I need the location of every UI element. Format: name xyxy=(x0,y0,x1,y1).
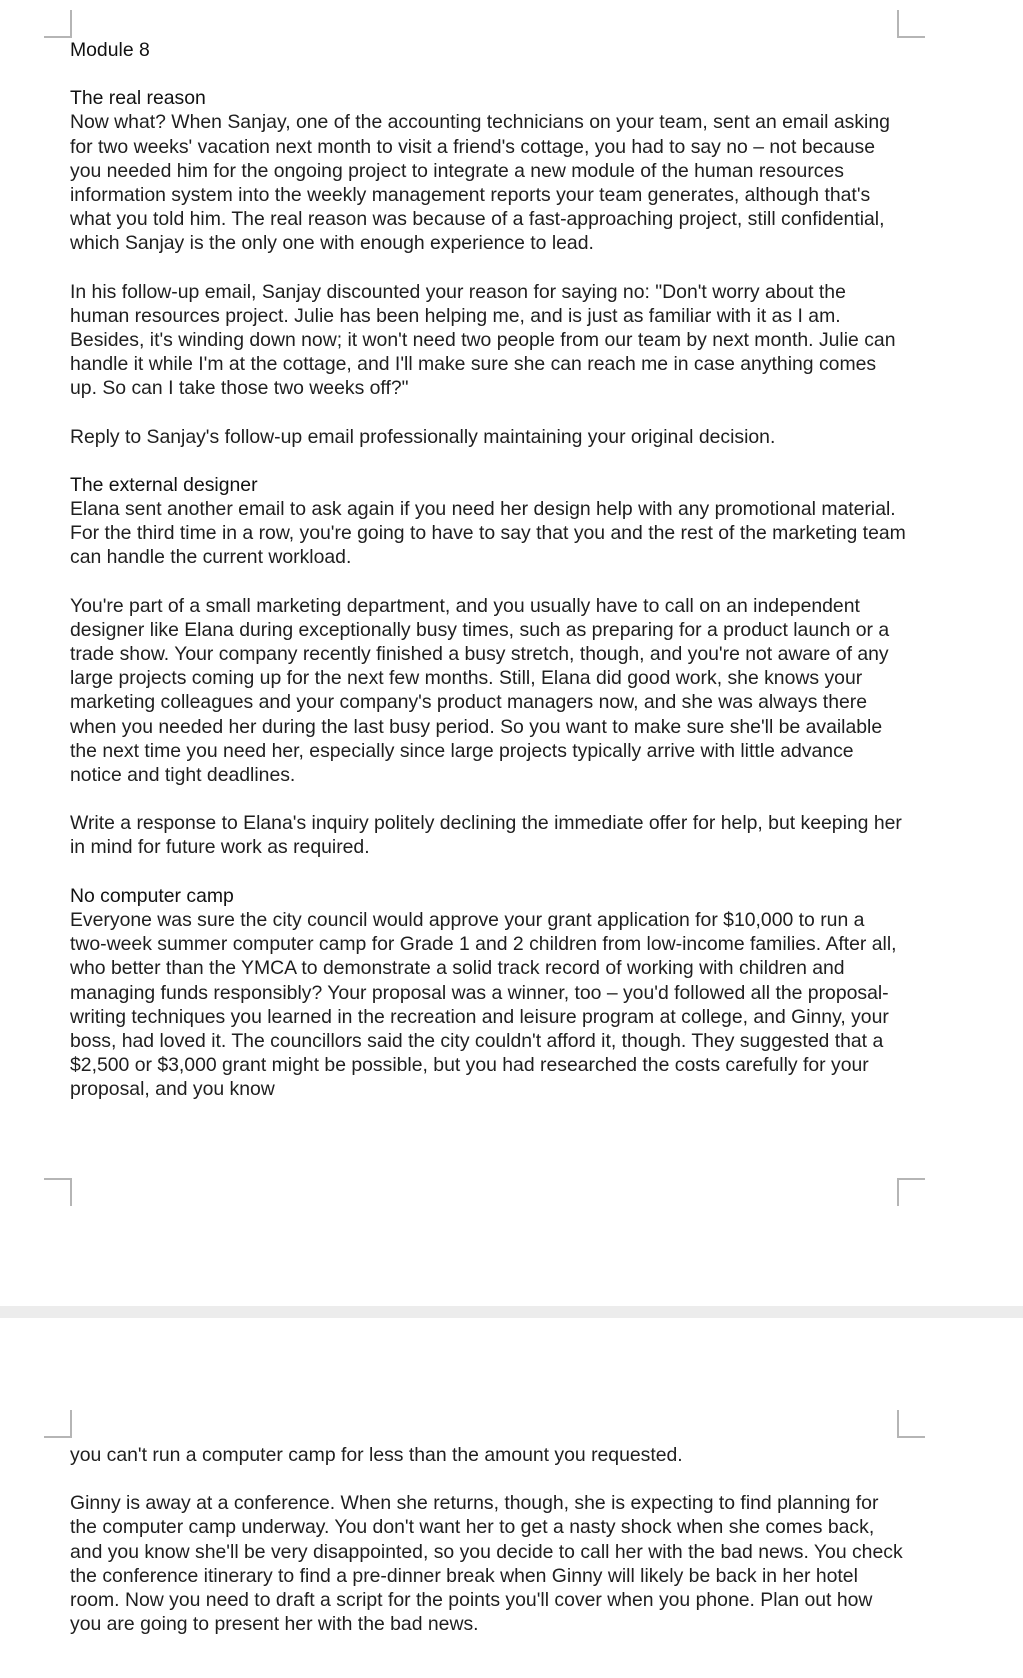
paragraph: Now what? When Sanjay, one of the accounting technicians on your team, sent an email asking for two weeks' vacation next month to visit a friend's cottage, you had to say no – not because you needed him for the ongoing project to integrate a new module of the human resources information system into the weekly management reports your team generates, although that's what you told him. The real reason was because of a fast-approaching project, still confidential, which Sanjay is the only one with enough experience to lead. xyxy=(70,111,890,255)
page-margin-corner-top-right xyxy=(897,1410,925,1438)
page-margin-corner-top-left xyxy=(44,1410,72,1438)
paragraph: You're part of a small marketing department, and you usually have to call on an independent designer like Elana during exceptionally busy times, such as preparing for a product launch or a trade show. Your company recently finished a busy stretch, though, and you're not aware of any large projects coming up for the next few months. Still, Elana did good work, she knows your marketing colleagues and your company's product managers now, and she was always there when you needed her during the last busy period. So you want to make sure she'll be available the next time you need her, especially since large projects typically arrive with little advance notice and tight deadlines. xyxy=(70,594,890,787)
module-title: Module 8 xyxy=(70,39,150,61)
page-1-body xyxy=(70,38,906,1102)
page-margin-corner-bottom-right xyxy=(897,1178,925,1206)
section-heading-no-computer-camp: No computer camp xyxy=(70,884,234,907)
document-page-2 xyxy=(0,1318,1023,1678)
paragraph: Write a response to Elana's inquiry politely declining the immediate offer for help, but keeping her in mind for future work as required. xyxy=(70,812,902,859)
paragraph: In his follow-up email, Sanjay discounted your reason for saying no: "Don't worry about the human resources project. Julie has been helping me, and is just as familiar with it as I am. Besides, it's winding down now; it won't need two people from our team by next month. Julie can handle it while I'm at the cottage, and I'll make sure she can reach me in case anything comes up. So can I take those two weeks off?" xyxy=(70,280,896,400)
section-heading-external-designer: The external designer xyxy=(70,473,258,496)
paragraph: you can't run a computer camp for less than the amount you requested. xyxy=(70,1444,683,1466)
paragraph: Elana sent another email to ask again if you need her design help with any promotional material. For the third time in a row, you're going to have to say that you and the rest of the marketing team can handle the current workload. xyxy=(70,498,906,569)
page-2-body xyxy=(70,1443,906,1636)
page-margin-corner-top-right xyxy=(897,10,925,38)
paragraph: Ginny is away at a conference. When she returns, though, she is expecting to find planning for the computer camp underway. You don't want her to get a nasty shock when she comes back, and you know she'll be very disappointed, so you decide to call her with the bad news. You check the conference itinerary to find a pre-dinner break when Ginny will likely be back in her hotel room. Now you need to draft a script for the points you'll cover when you phone. Plan out how you are going to present her with the bad news. xyxy=(70,1492,903,1636)
page-margin-corner-bottom-left xyxy=(44,1178,72,1206)
page-break-separator xyxy=(0,1306,1023,1318)
page-margin-corner-top-left xyxy=(44,10,72,38)
paragraph: Reply to Sanjay's follow-up email professionally maintaining your original decision. xyxy=(70,425,776,448)
section-heading-real-reason: The real reason xyxy=(70,87,206,110)
paragraph: Everyone was sure the city council would approve your grant application for $10,000 to run a two-week summer computer camp for Grade 1 and 2 children from low-income families. After all, who better than the YMCA to demonstrate a solid track record of working with children and managing funds responsibly? Your proposal was a winner, too – you'd followed all the proposal-writing techniques you learned in the recreation and leisure program at college, and Ginny, your boss, had loved it. The councillors said the city couldn't afford it, though. They suggested that a $2,500 or $3,000 grant might be possible, but you had researched the costs carefully for your proposal, and you know xyxy=(70,908,897,1101)
